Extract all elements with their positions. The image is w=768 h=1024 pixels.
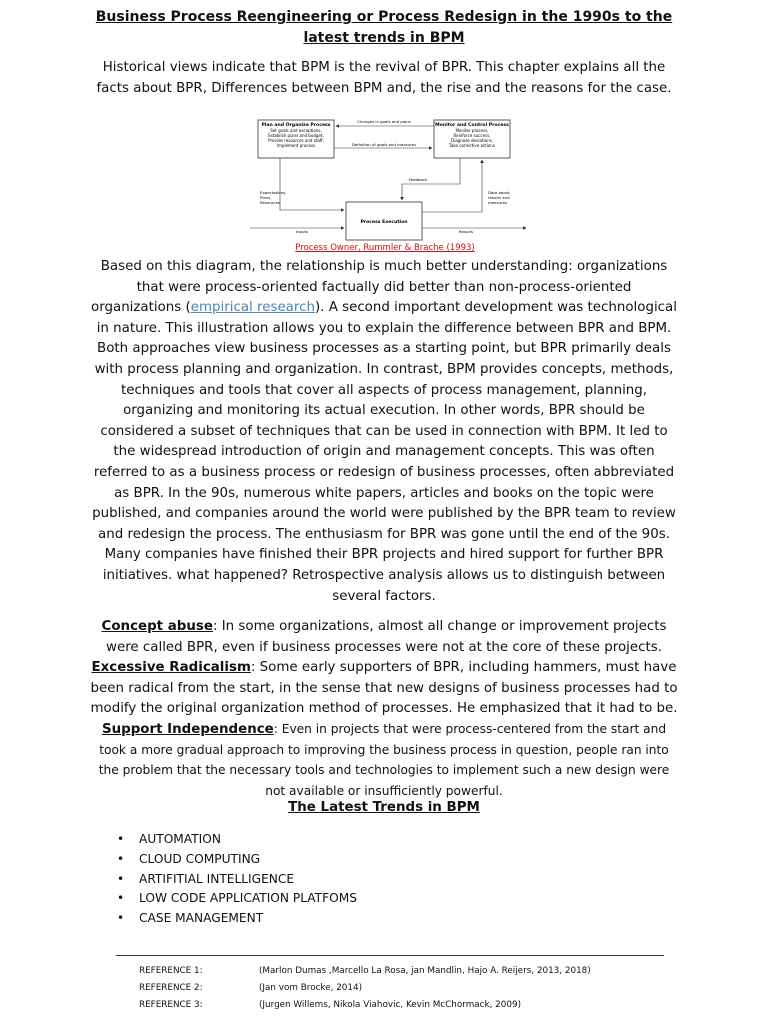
plan-box-line: Implement process — [276, 143, 316, 148]
monitor-box-line: Diagnose deviations, — [451, 138, 493, 143]
results-label: Results — [458, 229, 474, 234]
plan-box-line: Establish plans and budget, — [268, 133, 324, 138]
data-label: Data about — [488, 190, 510, 195]
inputs-label: Inputs — [295, 229, 309, 234]
changes-label: Changes in goals and plans — [357, 119, 411, 124]
reference-row — [139, 963, 591, 980]
factor-text: : In some organizations, almost all change or improvement projects were called BPR, even if business processes were not at the core of these projects. — [106, 619, 667, 655]
list-item: • CASE MANAGEMENT — [117, 909, 357, 929]
reference-text: (Jurgen Willems, Nikola Viahovic, Kevin McChormack, 2009) — [259, 1000, 521, 1010]
feedback-label: Feedback — [408, 177, 428, 182]
trends-heading: The Latest Trends in BPM — [288, 800, 480, 815]
plan-box-line: Provide resources and staff, — [268, 138, 324, 143]
factors-section — [88, 617, 680, 802]
list-item: • LOW CODE APPLICATION PLATFOMS — [117, 889, 357, 909]
factor-term: Excessive Radicalism — [91, 660, 251, 676]
plan-box-line: Set goals and exceptions, — [270, 128, 322, 133]
expectations-label: Expectations, — [260, 190, 287, 195]
factor-excessive-radicalism — [88, 658, 680, 720]
factor-support-independence — [88, 720, 680, 802]
definition-label: Definition of goals and measures — [351, 142, 417, 147]
list-item: • CLOUD COMPUTING — [117, 850, 357, 870]
body-text-part1: Based on this diagram, the relationship is much better understanding: organizations that were process-oriented factually did better than non-process-oriented organizations ( — [91, 259, 668, 316]
data-label: results and — [488, 195, 510, 200]
monitor-box-line: Reinforce success, — [453, 133, 491, 138]
expectations-label: Resources — [260, 200, 280, 205]
list-item: • ARTIFITIAL INTELLIGENCE — [117, 870, 357, 890]
factor-text: : Even in projects that were process-centered from the start and took — [99, 721, 667, 757]
reference-text: (Jan vom Brocke, 2014) — [259, 983, 363, 993]
monitor-box-title: Monitor and Control Process — [435, 123, 509, 128]
reference-row — [139, 997, 591, 1014]
empirical-research-link[interactable]: empirical research — [190, 300, 315, 316]
references — [139, 963, 591, 1014]
plan-box-title: Plan and Organize Process — [261, 123, 331, 128]
body-paragraph — [90, 257, 678, 607]
reference-text: (Marlon Dumas ,Marcello La Rosa, jan Mandlin, Hajo A. Reijers, 2013, 2018) — [259, 966, 591, 976]
expectations-label: Plans, — [260, 195, 272, 200]
intro-paragraph: Historical views indicate that BPM is the revival of BPR. This chapter explains all the facts about BPR, Differences between BPM and, the rise and the reasons for the case. — [96, 60, 672, 96]
factor-concept-abuse — [88, 617, 680, 658]
reference-label: REFERENCE 1: — [139, 966, 203, 976]
monitor-box-line: Take corrective actions — [449, 143, 495, 148]
trends-list — [117, 830, 357, 929]
factor-term: Support Independence — [101, 721, 274, 737]
body-text-part2: ). A second important development was technological in nature. This illustration allows you to explain the difference between BPR and BPM. Both approaches view business processes as a starting point, but BPR primarily deals with process planning and organization. In contrast, BPM provides concepts, methods, techniques and tools that cover all aspects of process management, planning, organizing and monitoring its actual execution. In other words, BPR should be considered a subset of techniques that can be used in connection with BPM. It led to the widespread introduction of origin and management concepts. This was often referred to as a business process or redesign of business processes, often abbreviated as BPR. In the 90s, numerous white papers, articles and books on the topic were published, and companies around the world were published by the BPR team to review and redesign the process. The enthusiasm for BPR was gone until the end of the 90s. Many companies have finished their BPR projects and hired support for further BPR initiatives. what happened? Retrospective analysis allows us to distinguish between several factors. — [92, 300, 677, 604]
list-item: • AUTOMATION — [117, 830, 357, 850]
divider — [116, 955, 664, 956]
document-title: Business Process Reengineering or Process Redesign in the 1990s to the latest trends in BPM — [95, 9, 673, 46]
factor-term: Concept abuse — [101, 619, 213, 634]
reference-label: REFERENCE 2: — [139, 983, 203, 993]
process-diagram — [230, 112, 540, 242]
factor-text-rest: a more gradual approach to improving the business process in question, people ran into the problem that the necessary tools and technologies to implement such a new design were not available or insufficiently powerful. — [98, 742, 670, 798]
figure-caption[interactable]: Process Owner, Rummler & Brache (1993) — [295, 243, 475, 253]
data-label: measures — [488, 200, 507, 205]
execution-box-title: Process Execution — [360, 220, 408, 225]
reference-row — [139, 980, 591, 997]
reference-label: REFERENCE 3: — [139, 1000, 203, 1010]
factor-text: : Some early supporters of BPR, including hammers, must have been radical from the start, in the sense that new designs of business processes had to modify the original organization method of processes. He emphasized that it had to be. — [90, 660, 678, 717]
monitor-box-line: Monitor process, — [455, 128, 489, 133]
